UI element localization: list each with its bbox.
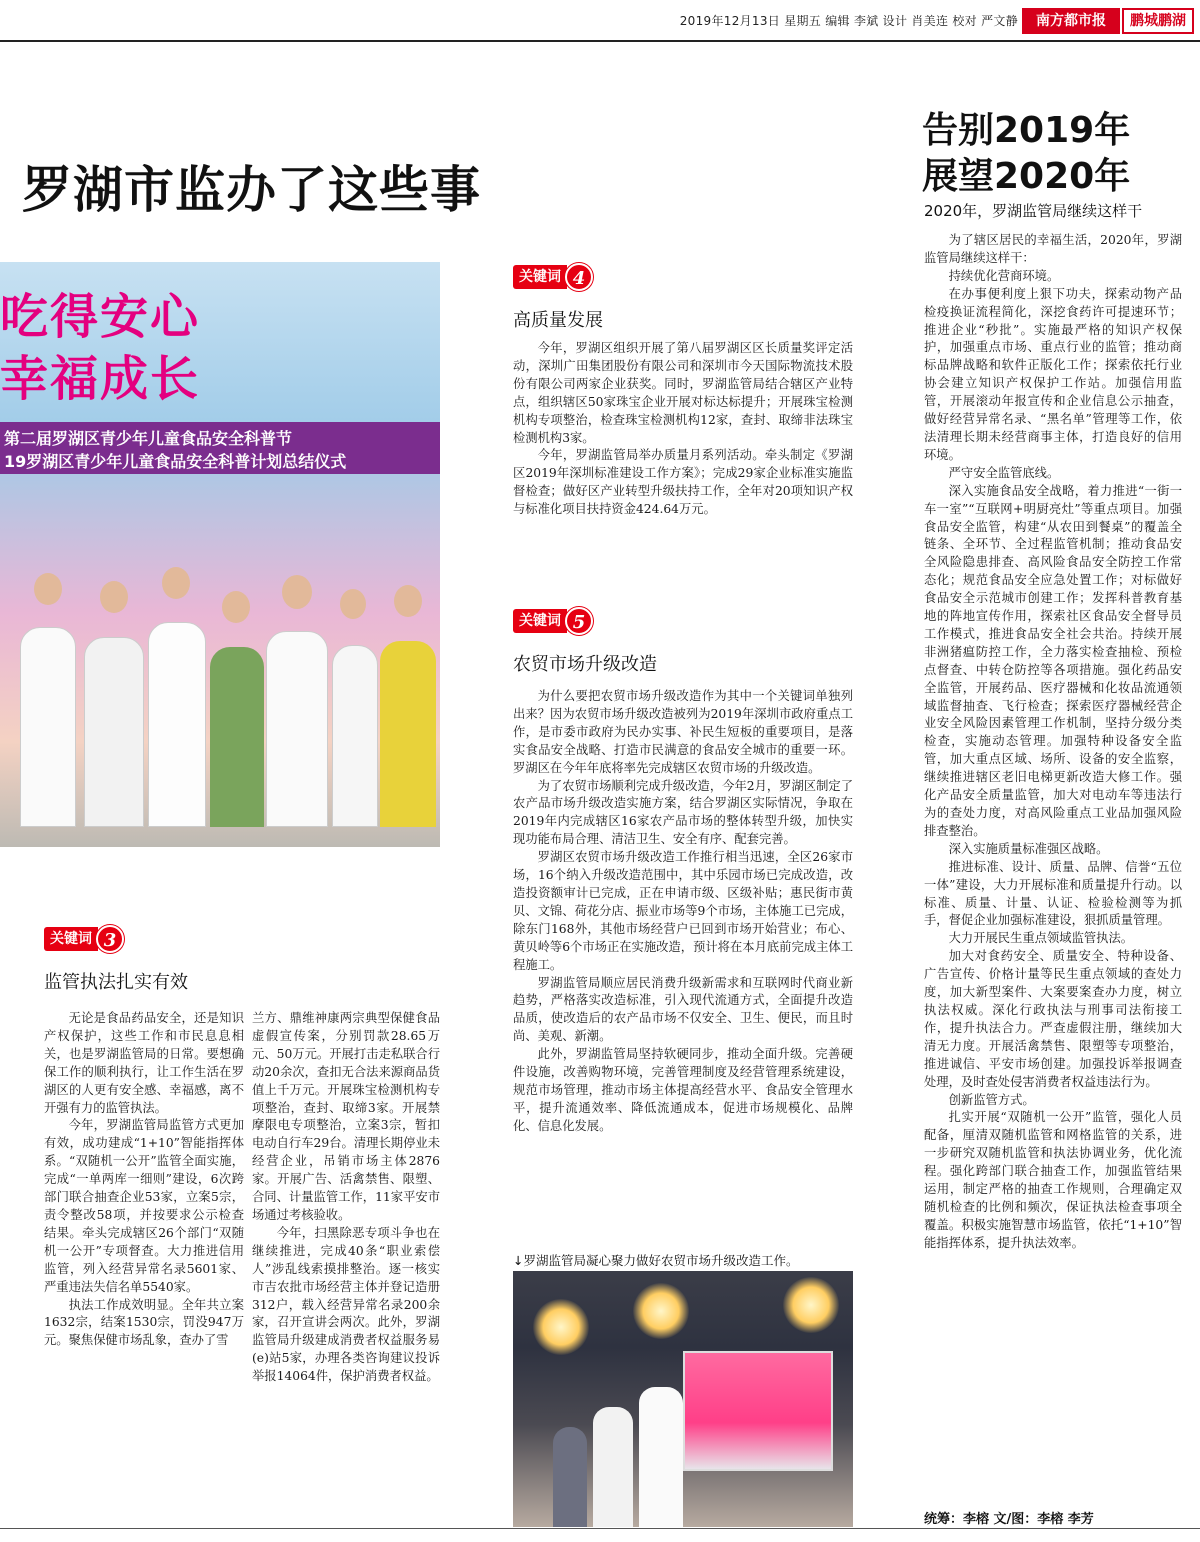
person-head (394, 585, 422, 617)
person-figure (380, 641, 436, 827)
keyword-number: 4 (565, 263, 593, 291)
section-logo: 鹏城鹏湖 (1122, 8, 1194, 34)
person-head (340, 589, 366, 619)
paper-logo: 南方都市报 (1022, 8, 1120, 34)
paragraph: 执法工作成效明显。全年共立案1632宗，结案1530宗，罚没947万元。聚焦保健市场乱象，查办了雪 (44, 1297, 244, 1348)
bottom-rule (0, 1528, 1200, 1529)
page-title: 罗湖市监办了这些事 (22, 161, 481, 219)
paragraph: 推进标准、设计、质量、品牌、信誉“五位一体”建设，大力开展标准和质量提升行动。以标准、质量、计量、认证、检验检测等为抓手，督促企业加强标准建设，狠抓质量管理。 (924, 859, 1182, 928)
paragraph: 今年，罗湖监管局举办质量月系列活动。牵头制定《罗湖区2019年深圳标准建设工作方案》；完成29家企业标准实施监督检查；做好区产业转型升级扶持工作，全年对20项知识产权与标准化项目扶持资金424.64万元。 (513, 448, 853, 517)
paragraph: 加大对食药安全、质量安全、特种设备、广告宣传、价格计量等民生重点领域的查处力度，加大新型案件、大案要案查办力度，树立执法权威。深化行政执法与刑事司法衔接工作，提升执法合力。严查虚假注册，继续加大清无力度。开展活禽禁售、限塑等专项整治，推进诚信、平安市场创建。加强投诉举报调查处理，及时查处侵害消费者权益违法行为。 (924, 949, 1182, 1089)
sidebar-headline-line2: 展望2020年 (922, 156, 1131, 197)
sidebar-headline (922, 108, 1130, 200)
topic-line: 创新监管方式。 (948, 1092, 1035, 1107)
person-figure (266, 631, 328, 827)
paragraph: 今年，罗湖监管局监管方式更加有效，成功建成“1+10”智能指挥体系。“双随机一公开”监管全面实施，完成“一单两库一细则”建设，6次跨部门联合抽查企业53家，立案5宗，责令整改58项，并按要求公示检查结果。牵头完成辖区26个部门“双随机一公开”专项督查。大力推进信用监管，列入经营异常名录5601家、严重违法失信名单5540家。 (44, 1118, 244, 1294)
display-case (683, 1351, 833, 1471)
person-figure (20, 627, 76, 827)
banner-strip-line1: 第二届罗湖区青少年儿童食品安全科普节 (4, 429, 293, 448)
keyword-label: 关键词 (513, 609, 567, 633)
paragraph: 在办事便利度上狠下功夫，探索动物产品检疫换证流程简化，深挖食药许可提速环节；推进企业“秒批”。实施最严格的知识产权保护，加强重点市场、重点行业的监管；推动商标品牌战略和软件正版化工作；探索依托行业协会建立知识产权保护工作站。加强信用监管，开展滚动年报宣传和企业信息公示抽查，做好经营异常名录、“黑名单”管理等工作，依法清理长期未经营商事主体，打造良好的信用环境。 (924, 286, 1182, 462)
topic-line: 持续优化营商环境。 (948, 268, 1060, 283)
topic-line: 大力开展民生重点领域监管执法。 (948, 931, 1134, 946)
paragraph: 无论是食品药品安全，还是知识产权保护，这些工作和市民息息相关，也是罗湖监管局的日常。要想确保工作的顺利执行，让工作生活在罗湖区的人更有安全感、幸福感，离不开强有力的监管执法。 (44, 1011, 244, 1115)
paragraph: 为什么要把农贸市场升级改造作为其中一个关键词单独列出来？因为农贸市场升级改造被列为2019年深圳市政府重点工作，是市委市政府为民办实事、补民生短板的重要项目，是落实食品安全战略、打造市民满意的食品安全城市的重要一环。罗湖区在今年年底将率先完成辖区农贸市场的升级改造。 (513, 689, 853, 775)
person-head (282, 575, 312, 609)
masthead (0, 0, 1200, 40)
kw3-body-col1 (44, 1010, 244, 1350)
ceiling-light (783, 1277, 839, 1333)
topic-line: 严守安全监管底线。 (948, 465, 1060, 480)
section-title-kw5: 农贸市场升级改造 (513, 654, 657, 675)
kw3-body-col2 (252, 1010, 440, 1386)
people-group (0, 567, 440, 827)
banner-slogan-2: 幸福成长 (0, 351, 201, 407)
keyword-badge-3 (44, 926, 124, 952)
ceiling-light (533, 1299, 589, 1355)
person-figure (593, 1407, 633, 1527)
masthead-dateline: 2019年12月13日 星期五 编辑 李斌 设计 肖美连 校对 严文静 (679, 14, 1018, 28)
kw4-body (513, 340, 853, 519)
banner-slogan-1: 吃得安心 (0, 289, 201, 345)
banner-strip (0, 422, 440, 474)
keyword-number: 5 (565, 607, 593, 635)
sidebar-headline-line1: 告别2019年 (922, 110, 1131, 151)
keyword-badge-5 (513, 608, 593, 634)
person-head (34, 573, 62, 605)
paragraph: 罗湖监管局顺应居民消费升级新需求和互联网时代商业新趋势，严格落实改造标准，引入现代流通方式，全面提升改造品质，使改造后的农产品市场不仅安全、卫生、便民，而且时尚、美观、新潮。 (513, 975, 853, 1044)
section-title-kw3: 监管执法扎实有效 (44, 972, 188, 993)
sidebar-subtitle: 2020年，罗湖监管局继续这样干 (924, 202, 1143, 220)
photo-caption: ↓罗湖监管局凝心聚力做好农贸市场升级改造工作。 (513, 1253, 799, 1268)
market-photo (513, 1271, 853, 1527)
event-photo (0, 262, 440, 847)
keyword-label: 关键词 (44, 927, 98, 951)
keyword-label: 关键词 (513, 265, 567, 289)
person-figure (332, 645, 378, 827)
person-head (100, 581, 128, 613)
kw5-body (513, 688, 853, 1136)
paragraph: 此外，罗湖监管局坚持软硬同步，推动全面升级。完善硬件设施，改善购物环境，完善管理制度及经营管理系统建设，规范市场管理，推动市场主体提高经营水平、食品安全管理水平，提升流通效率、降低流通成本，促进市场规模化、品牌化、信息化发展。 (513, 1047, 853, 1133)
paragraph: 今年，罗湖区组织开展了第八届罗湖区区长质量奖评定活动，深圳广田集团股份有限公司和深圳市今天国际物流技术股份有限公司两家企业获奖。同时，罗湖监管局结合辖区产业特点，组织辖区50家珠宝企业开展对标达标提升；开展珠宝检测机构专项整治，检查珠宝检测机构12家，查封、取缔非法珠宝检测机构3家。 (513, 341, 853, 445)
paragraph: 深入实施食品安全战略，着力推进“一街一车一室”“互联网+明厨亮灶”等重点项目。加强食品安全监管，构建“从农田到餐桌”的覆盖全链条、全环节、全过程监管机制；推动食品安全风险隐患排查、高风险食品安全防控工作常态化；规范食品安全应急处置工作；对标做好食品安全示范城市创建工作；发挥科普教育基地的阵地宣传作用，探索社区食品安全督导员工作模式，推进食品安全社会共治。持续开展非洲猪瘟防控工作，全力落实检查抽检、预检点督查、中转仓防控等各项措施。强化药品安全监管，开展药品、医疗器械和化妆品流通领域监督抽查、飞行检查；探索医疗器械经营企业安全风险因素管理工作机制，坚持分级分类检查，实施动态管理。加强特种设备安全监管，加大重点区域、场所、设备的安全监察，继续推进辖区老旧电梯更新改造大修工作。强化产品安全质量监管，加大对电动车等违法行为的查处力度，对高风险重点工业品加强风险排查整治。 (924, 483, 1182, 838)
credits: 统筹：李榕 文/图：李榕 李芳 (924, 1512, 1094, 1527)
top-rule (0, 40, 1200, 42)
keyword-badge-4 (513, 264, 593, 290)
right-column-body (924, 232, 1182, 1253)
section-title-kw4: 高质量发展 (513, 310, 603, 331)
person-figure (639, 1387, 683, 1527)
topic-line: 深入实施质量标准强区战略。 (948, 841, 1109, 856)
paragraph: 今年，扫黑除恶专项斗争也在继续推进，完成40条“职业索偿人”涉乱线索摸排整治。逐一核实市吉农批市场经营主体并登记造册312户，载入经营异常名录200余家，召开宣讲会两次。此外，罗湖监管局升级建成消费者权益服务易(e)站5家，办理各类咨询建议投诉举报14064件，保护消费者权益。 (252, 1225, 440, 1384)
person-figure (148, 622, 206, 827)
ceiling-light (633, 1283, 689, 1339)
paragraph: 罗湖区农贸市场升级改造工作推行相当迅速，全区26家市场，16个纳入升级改造范围中，其中乐园市场已完成改造，改造投资额审计已完成，正在申请市级、区级补贴；惠民街市黄贝、文锦、荷花分店、振业市场等9个市场，主体施工已完成，除东门168外，其他市场经营户已回到市场开始营业；布心、黄贝岭等6个市场正在实施改造，预计将在本月底前完成主体工程施工。 (513, 850, 853, 972)
person-figure (553, 1427, 587, 1527)
person-figure (84, 637, 144, 827)
person-head (162, 567, 190, 599)
paragraph: 兰方、鼎维神康两宗典型保健食品虚假宣传案，分别罚款28.65万元、50万元。开展打击走私联合行动20余次，查扣无合法来源商品货值上千万元。开展珠宝检测机构专项整治，查封、取缔3家。开展禁摩限电专项整治，立案3宗，暂扣电动自行车29台。清理长期停业未经营企业，吊销市场主体2876家。开展广告、活禽禁售、限塑、合同、计量监管工作，11家平安市场通过考核验收。 (252, 1011, 440, 1222)
paragraph: 扎实开展“双随机一公开”监管，强化人员配备，厘清双随机监管和网格监管的关系，进一步研究双随机监管和执法协调业务，优化流程。强化跨部门联合抽查工作，加强监管结果运用，制定严格的抽查工作规则，合理确定双随机检查的比例和频次，保证执法检查事项全覆盖。积极实施智慧市场监管，依托“1+10”智能指挥体系，提升执法效率。 (924, 1110, 1182, 1250)
keyword-number: 3 (96, 925, 124, 953)
person-figure (210, 647, 264, 827)
banner-strip-line2: 19罗湖区青少年儿童食品安全科普计划总结仪式 (4, 452, 347, 471)
person-head (222, 591, 250, 623)
paragraph: 为了农贸市场顺利完成升级改造，今年2月，罗湖区制定了农产品市场升级改造实施方案，结合罗湖区实际情况，争取在2019年内完成辖区16家农产品市场的整体转型升级，加快实现功能布局合理、清洁卫生、安全有序、配套完善。 (513, 778, 853, 847)
paragraph: 为了辖区居民的幸福生活，2020年，罗湖监管局继续这样干： (924, 233, 1182, 265)
